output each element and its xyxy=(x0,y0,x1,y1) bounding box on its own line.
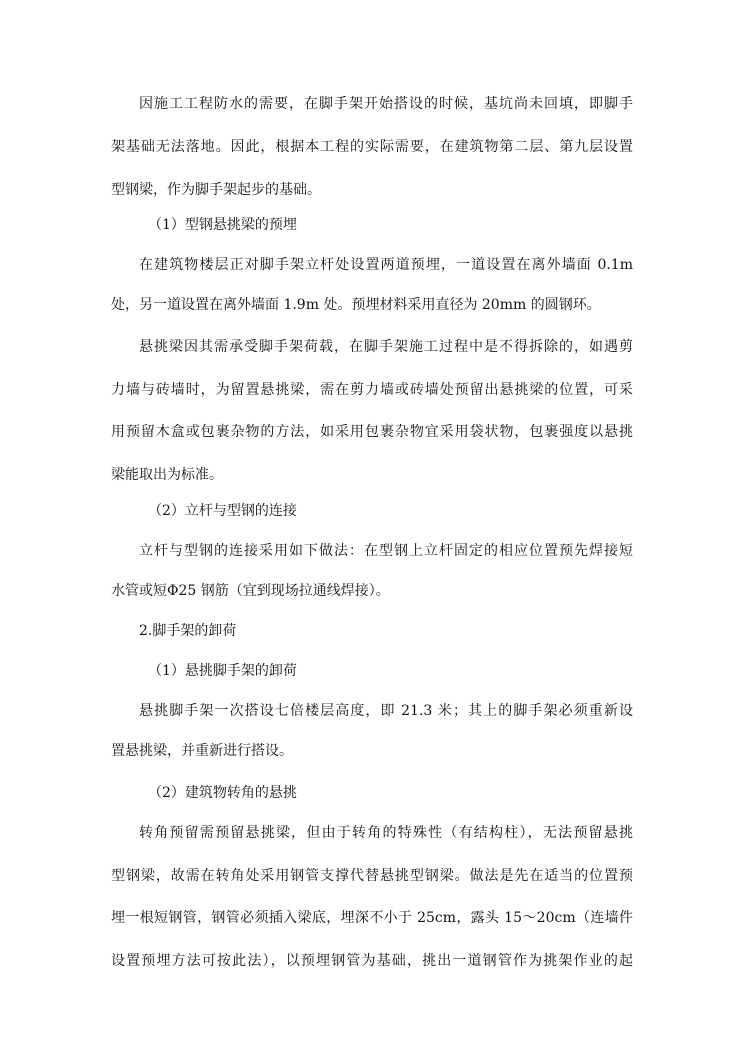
paragraph-line: 悬挑脚手架一次搭设七倍楼层高度，即 21.3 米；其上的脚手架必须重新设 xyxy=(139,703,633,719)
paragraph-line: 水管或短Φ25 钢筋（宜到现场拉通线焊接）。 xyxy=(111,583,390,599)
paragraph-line: 埋一根短钢管，钢管必须插入梁底，埋深不小于 25cm，露头 15～20cm（连墙件 xyxy=(111,910,633,926)
paragraph-line: 梁能取出为标准。 xyxy=(111,467,223,483)
paragraph-line: 处，另一道设置在离外墙面 1.9m 处。预埋材料采用直径为 20mm 的圆钢环。 xyxy=(111,297,601,313)
paragraph-line: 因施工工程防水的需要，在脚手架开始搭设的时候，基坑尚未回填，即脚手 xyxy=(139,96,633,112)
paragraph-line: 悬挑梁因其需承受脚手架荷载，在脚手架施工过程中是不得拆除的，如遇剪 xyxy=(139,339,633,355)
paragraph-line: 型钢梁，故需在转角处采用钢管支撑代替悬挑型钢梁。做法是先在适当的位置预 xyxy=(111,868,633,884)
section-heading: 2.脚手架的卸荷 xyxy=(139,623,237,639)
paragraph-line: 力墙与砖墙时，为留置悬挑梁，需在剪力墙或砖墙处预留出悬挑梁的位置，可采 xyxy=(111,382,633,398)
paragraph-line: 设置预埋方法可按此法），以预埋钢管为基础，挑出一道钢管作为挑架作业的起 xyxy=(111,953,633,969)
paragraph-line: 型钢梁，作为脚手架起步的基础。 xyxy=(111,182,321,198)
subsection-heading: （1）悬挑脚手架的卸荷 xyxy=(148,663,297,679)
paragraph-line: 转角预留需预留悬挑梁，但由于转角的特殊性（有结构柱），无法预留悬挑 xyxy=(139,825,633,841)
subsection-heading: （2）建筑物转角的悬挑 xyxy=(148,785,297,801)
paragraph-line: 在建筑物楼层正对脚手架立杆处设置两道预埋，一道设置在离外墙面 0.1m xyxy=(139,257,633,273)
paragraph-line: 置悬挑梁，并重新进行搭设。 xyxy=(111,743,293,759)
subsection-heading: （2）立杆与型钢的连接 xyxy=(148,503,297,519)
paragraph-line: 用预留木盒或包裹杂物的方法，如采用包裹杂物宜采用袋状物，包裹强度以悬挑 xyxy=(111,424,633,440)
paragraph-line: 架基础无法落地。因此，根据本工程的实际需要，在建筑物第二层、第九层设置 xyxy=(111,139,633,155)
paragraph-line: 立杆与型钢的连接采用如下做法：在型钢上立杆固定的相应位置预先焊接短 xyxy=(139,543,633,559)
subsection-heading: （1）型钢悬挑梁的预埋 xyxy=(148,217,297,233)
